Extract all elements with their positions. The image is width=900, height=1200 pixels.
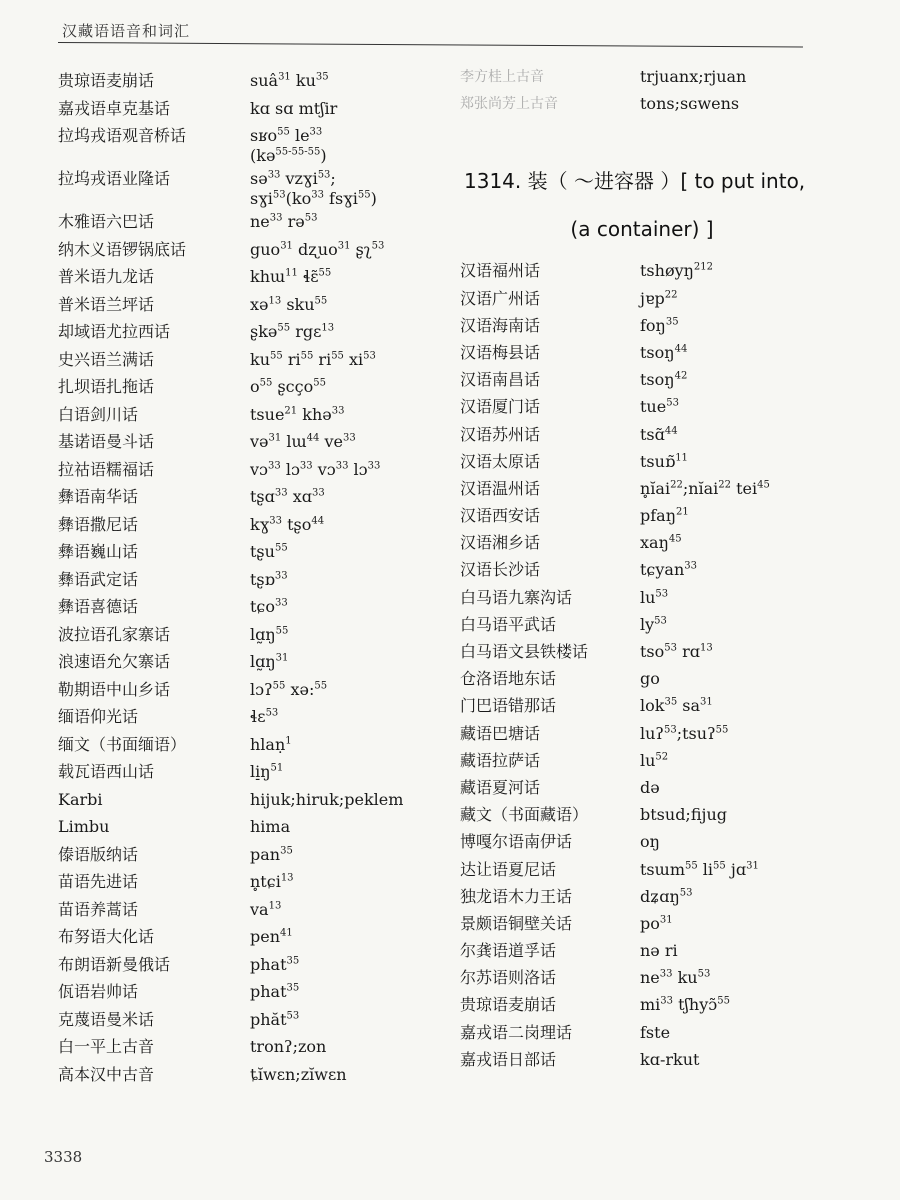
language-label: 克蔑语曼米话 (58, 1009, 155, 1029)
word-form: tsoŋ$^{42}$ (640, 370, 688, 390)
language-label: 独龙语木力王话 (460, 886, 573, 906)
entry-heading (464, 166, 880, 244)
word-form: pfaŋ$^{21}$ (640, 506, 689, 526)
word-form: $va^{13}$ (250, 899, 282, 919)
language-label: 白一平上古音 (58, 1037, 155, 1056)
entry-row (460, 721, 880, 748)
word-form: sʁo$^{55}$ $le^{33}$ (kə$^{55-55-55}$) (250, 126, 327, 165)
entry-row (58, 567, 458, 595)
word-form: $li̠ŋ^{51}$ (250, 762, 284, 781)
language-label: 汉语南昌话 (460, 370, 541, 390)
word-form: fste (640, 1022, 671, 1042)
entry-row (58, 787, 458, 815)
entry-row (460, 476, 880, 503)
language-label: 彝语喜德话 (58, 597, 139, 616)
word-form: nə ri (640, 941, 678, 961)
language-label: 缅文（书面缅语） (58, 734, 187, 754)
entry-row (58, 374, 458, 402)
entry-row (58, 869, 458, 897)
language-label: 汉语厦门话 (460, 397, 541, 417)
entry-row (58, 429, 458, 457)
language-label: 汉语广州话 (460, 288, 541, 308)
word-form: $mi^{33}$ tʃhyɔ̃$^{55}$ (640, 995, 730, 1015)
word-form: $ne^{33}$ $ku^{53}$ (640, 968, 711, 988)
language-label: 仓洛语地东话 (460, 669, 557, 689)
word-form: hlaṇ$^1$ (250, 734, 292, 754)
language-label: 浪速语允欠寨话 (58, 652, 171, 671)
word-form: də (640, 777, 660, 797)
word-form: ʂkə$^{55}$ rgɛ$^{13}$ (250, 322, 335, 341)
word-form: $po^{31}$ (640, 913, 673, 933)
language-label: 藏语拉萨话 (460, 750, 541, 770)
entry-row (460, 857, 880, 884)
right-column (460, 64, 880, 1074)
word-form: $lɑ̰ŋ^{55}$ (250, 624, 289, 644)
language-label: 郑张尚芳上古音 (460, 96, 558, 113)
word-form: lɔʔ$^{55}$ xə:$^{55}$ (250, 679, 328, 699)
language-label: 布努语大化话 (58, 927, 155, 946)
word-form: n̥tɕi$^{13}$ (250, 872, 294, 891)
entry-row (460, 585, 880, 612)
word-form: tshøyŋ$^{212}$ (640, 261, 714, 281)
word-form: ɬɛ$^{53}$ (250, 707, 279, 726)
entry-row (58, 594, 458, 622)
language-label: 汉语梅县话 (460, 342, 541, 362)
language-label: 汉语苏州话 (460, 424, 541, 444)
entry-row (460, 992, 880, 1019)
entry-row (460, 802, 880, 829)
entry-row (58, 264, 458, 292)
language-label: 普米语九龙话 (58, 267, 155, 286)
entry-row (58, 842, 458, 870)
entry-row (58, 649, 458, 677)
word-form: phăt$^{53}$ (250, 1009, 300, 1029)
language-label: 达让语夏尼话 (460, 859, 557, 879)
header-title: 汉藏语语音和词汇 (62, 22, 191, 40)
entry-row (460, 775, 880, 802)
word-form: tʂɑ$^{33}$ xɑ$^{33}$ (250, 487, 325, 506)
language-label: 汉语福州话 (460, 261, 541, 281)
word-form: $ku^{55}$ $ri^{55}$ $ri^{55}$ $xi^{53}$ (250, 349, 376, 369)
word-form: hima (250, 817, 291, 836)
word-form: $lɑ̰ŋ^{31}$ (250, 652, 289, 671)
entry-row (58, 759, 458, 787)
language-label: 扎坝语扎拖话 (58, 377, 155, 396)
entry-row (58, 979, 458, 1007)
word-form: $o^{55}$ ʂcço$^{55}$ (250, 377, 326, 396)
entry-heading-line2: (a container) ] (570, 217, 714, 242)
entry-row (460, 340, 880, 367)
word-form: tʂu$^{55}$ (250, 542, 288, 561)
left-column (58, 68, 458, 1089)
language-label: 白马语文县铁楼话 (460, 642, 589, 661)
word-form: tsɯm$^{55}$ $li^{55}$ jɑ$^{31}$ (640, 859, 759, 879)
entry-row (58, 952, 458, 980)
word-form: və$^{31}$ lɯ$^{44}$ $ve^{33}$ (250, 432, 356, 451)
language-label: 勒期语中山乡话 (58, 679, 171, 699)
entry-row (460, 938, 880, 965)
language-label: 贵琼语麦崩话 (460, 995, 557, 1015)
language-label: 博嘎尔语南伊话 (460, 832, 573, 852)
language-label: 藏文（书面藏语） (460, 805, 589, 825)
word-form: trjuanx;rjuan (640, 67, 747, 86)
word-form: oŋ (640, 832, 660, 852)
word-form: hijuk;hiruk;peklem (250, 789, 404, 809)
entry-row (460, 1020, 880, 1047)
language-label: 汉语海南话 (460, 315, 541, 335)
word-form: btsud;fijug (640, 805, 727, 825)
entry-row (58, 96, 458, 124)
word-form: tsoŋ$^{44}$ (640, 342, 688, 362)
language-label: 傣语版纳话 (58, 844, 139, 864)
language-label: 嘉戎语日部话 (460, 1049, 557, 1069)
word-form: tons;sɢwens (640, 94, 740, 114)
word-form: pan$^{35}$ (250, 844, 293, 864)
word-form: suâ$^{31}$ $ku^{35}$ (250, 71, 329, 90)
language-label: 彝语武定话 (58, 569, 139, 589)
word-form: dʑɑŋ$^{53}$ (640, 886, 693, 906)
entry-row (460, 530, 880, 557)
entry-row (58, 166, 458, 209)
entry-row (58, 209, 458, 237)
entry-row (460, 91, 880, 118)
entry-row (58, 704, 458, 732)
language-label: 汉语长沙话 (460, 560, 541, 580)
entry-row (58, 732, 458, 760)
word-form: phat$^{35}$ (250, 982, 300, 1001)
word-form: xaŋ$^{45}$ (640, 533, 682, 553)
language-label: 史兴语兰满话 (58, 349, 155, 369)
language-label: 汉语温州话 (460, 478, 541, 498)
entry-row (58, 1062, 458, 1090)
language-label: 木雅语六巴话 (58, 212, 155, 231)
language-label: 波拉语孔家寨话 (58, 624, 171, 644)
entry-row (58, 123, 458, 166)
language-label: 苗语养蒿话 (58, 899, 139, 919)
word-form: lok$^{35}$ $sa^{31}$ (640, 696, 713, 716)
word-form: $lu^{53}$ (640, 587, 669, 607)
entry-row (58, 68, 458, 96)
language-label: 贵琼语麦崩话 (58, 71, 155, 90)
language-label: 汉语湘乡话 (460, 533, 541, 553)
word-form: guo$^{31}$ dʐuo$^{31}$ ʂʅ$^{53}$ (250, 239, 385, 259)
language-label: 基诺语曼斗话 (58, 432, 155, 451)
word-form: phat$^{35}$ (250, 954, 300, 974)
entry-row (58, 292, 458, 320)
entry-row (460, 64, 880, 91)
word-form: $lu^{52}$ (640, 750, 669, 770)
entry-row (460, 829, 880, 856)
word-form: tso$^{53}$ rɑ$^{13}$ (640, 642, 713, 661)
word-form: go (640, 669, 660, 689)
language-label: 苗语先进话 (58, 872, 139, 891)
language-label: 白语剑川话 (58, 404, 139, 424)
entry-row (58, 539, 458, 567)
word-form: tronʔ;zon (250, 1037, 327, 1056)
entry-row (460, 286, 880, 313)
word-form: khɯ$^{11}$ ɬɛ̃$^{55}$ (250, 267, 332, 286)
word-form: vɔ$^{33}$ lɔ$^{33}$ vɔ$^{33}$ lɔ$^{33}$ (250, 459, 381, 479)
word-form: ȶĭwɛn;zĭwɛn (250, 1064, 347, 1084)
language-label: Karbi (58, 789, 103, 809)
language-label: 布朗语新曼俄话 (58, 954, 171, 974)
entry-row (460, 666, 880, 693)
entry-row (58, 897, 458, 925)
language-label: 嘉戎语二岗理话 (460, 1022, 573, 1042)
entry-row (460, 884, 880, 911)
entry-row (460, 748, 880, 775)
language-label: 彝语南华话 (58, 487, 139, 506)
word-form: kɣ$^{33}$ tʂo$^{44}$ (250, 514, 325, 534)
entry-row (58, 1034, 458, 1062)
language-label: 却域语尤拉西话 (58, 322, 171, 341)
language-label: 缅语仰光话 (58, 707, 139, 726)
entry-row (460, 422, 880, 449)
language-label: 门巴语错那话 (460, 696, 557, 716)
language-label: 景颇语铜壁关话 (460, 913, 573, 933)
language-label: 拉坞戎语业隆话 (58, 169, 171, 188)
language-label: 彝语巍山话 (58, 542, 139, 561)
language-label: 高本汉中古音 (58, 1064, 155, 1084)
header-rule (58, 42, 803, 48)
entry-row (460, 394, 880, 421)
entry-row (58, 924, 458, 952)
language-label: 藏语夏河话 (460, 777, 541, 797)
entry-row (58, 237, 458, 265)
word-form: foŋ$^{35}$ (640, 315, 679, 335)
language-label: 李方桂上古音 (460, 69, 544, 85)
word-form: tsuɒ̃$^{11}$ (640, 451, 688, 471)
word-form: tsɑ̃$^{44}$ (640, 424, 678, 444)
word-form: $ly^{53}$ (640, 614, 667, 634)
word-form: kɑ sɑ mtʃir (250, 98, 338, 118)
word-form: tʂɒ$^{33}$ (250, 569, 288, 589)
word-form: sə$^{33}$ vzɣi$^{53}$; $sɣi^{53}(ko^{33}$ fsɣi$^{55}$) (250, 169, 377, 208)
word-form: tsue$^{21}$ khə$^{33}$ (250, 404, 345, 424)
word-form: kɑ-rkut (640, 1049, 700, 1069)
language-label: 彝语撒尼话 (58, 514, 139, 534)
entry-row (58, 677, 458, 705)
language-label: 汉语西安话 (460, 506, 541, 526)
language-label: 佤语岩帅话 (58, 982, 139, 1001)
language-label: 白马语九寨沟话 (460, 587, 573, 607)
entry-row (58, 814, 458, 842)
page-number: 3338 (44, 1148, 83, 1166)
entry-row (460, 612, 880, 639)
entry-row (58, 1007, 458, 1035)
word-form: luʔ$^{53}$;tsuʔ$^{55}$ (640, 723, 729, 743)
language-label: 普米语兰坪话 (58, 294, 155, 314)
entry-row (58, 484, 458, 512)
language-label: 载瓦语西山话 (58, 762, 155, 781)
word-form: xə$^{13}$ sku$^{55}$ (250, 294, 328, 314)
word-form: tɕyan$^{33}$ (640, 560, 698, 580)
language-label: 白马语平武话 (460, 614, 557, 634)
entry-row (58, 402, 458, 430)
language-label: 尔龚语道孚话 (460, 941, 557, 961)
language-label: 拉祜语糯福话 (58, 459, 155, 479)
language-label: 尔苏语则洛话 (460, 968, 557, 988)
entry-row (460, 258, 880, 285)
entry-row (58, 347, 458, 375)
entry-row (460, 639, 880, 666)
entry-row (58, 457, 458, 485)
entry-row (460, 367, 880, 394)
language-label: 藏语巴塘话 (460, 723, 541, 743)
entry-row (58, 512, 458, 540)
word-form: $ne^{33}$ rə$^{53}$ (250, 212, 318, 231)
entry-row (460, 503, 880, 530)
entry-row (58, 622, 458, 650)
language-label: 汉语太原话 (460, 451, 541, 471)
entry-row (58, 319, 458, 347)
entry-row (460, 693, 880, 720)
entry-row (460, 911, 880, 938)
word-form: jɐp$^{22}$ (640, 288, 678, 308)
entry-heading-line1: 1314. 装（ ～进容器 ）[ to put into, (464, 169, 806, 194)
entry-row (460, 449, 880, 476)
language-label: Limbu (58, 817, 110, 836)
word-form: pen$^{41}$ (250, 927, 293, 946)
word-form: n̥ĭai$^{22}$;nĭai$^{22}$ tei$^{45}$ (640, 478, 770, 498)
language-label: 嘉戎语卓克基话 (58, 98, 171, 118)
language-label: 拉坞戎语观音桥话 (58, 126, 187, 145)
word-form: tue$^{53}$ (640, 397, 679, 417)
language-label: 纳木义语锣锅底话 (58, 239, 187, 259)
entry-row (460, 1047, 880, 1074)
entry-row (460, 965, 880, 992)
entry-row (460, 557, 880, 584)
word-form: tɕo$^{33}$ (250, 597, 288, 616)
entry-row (460, 313, 880, 340)
